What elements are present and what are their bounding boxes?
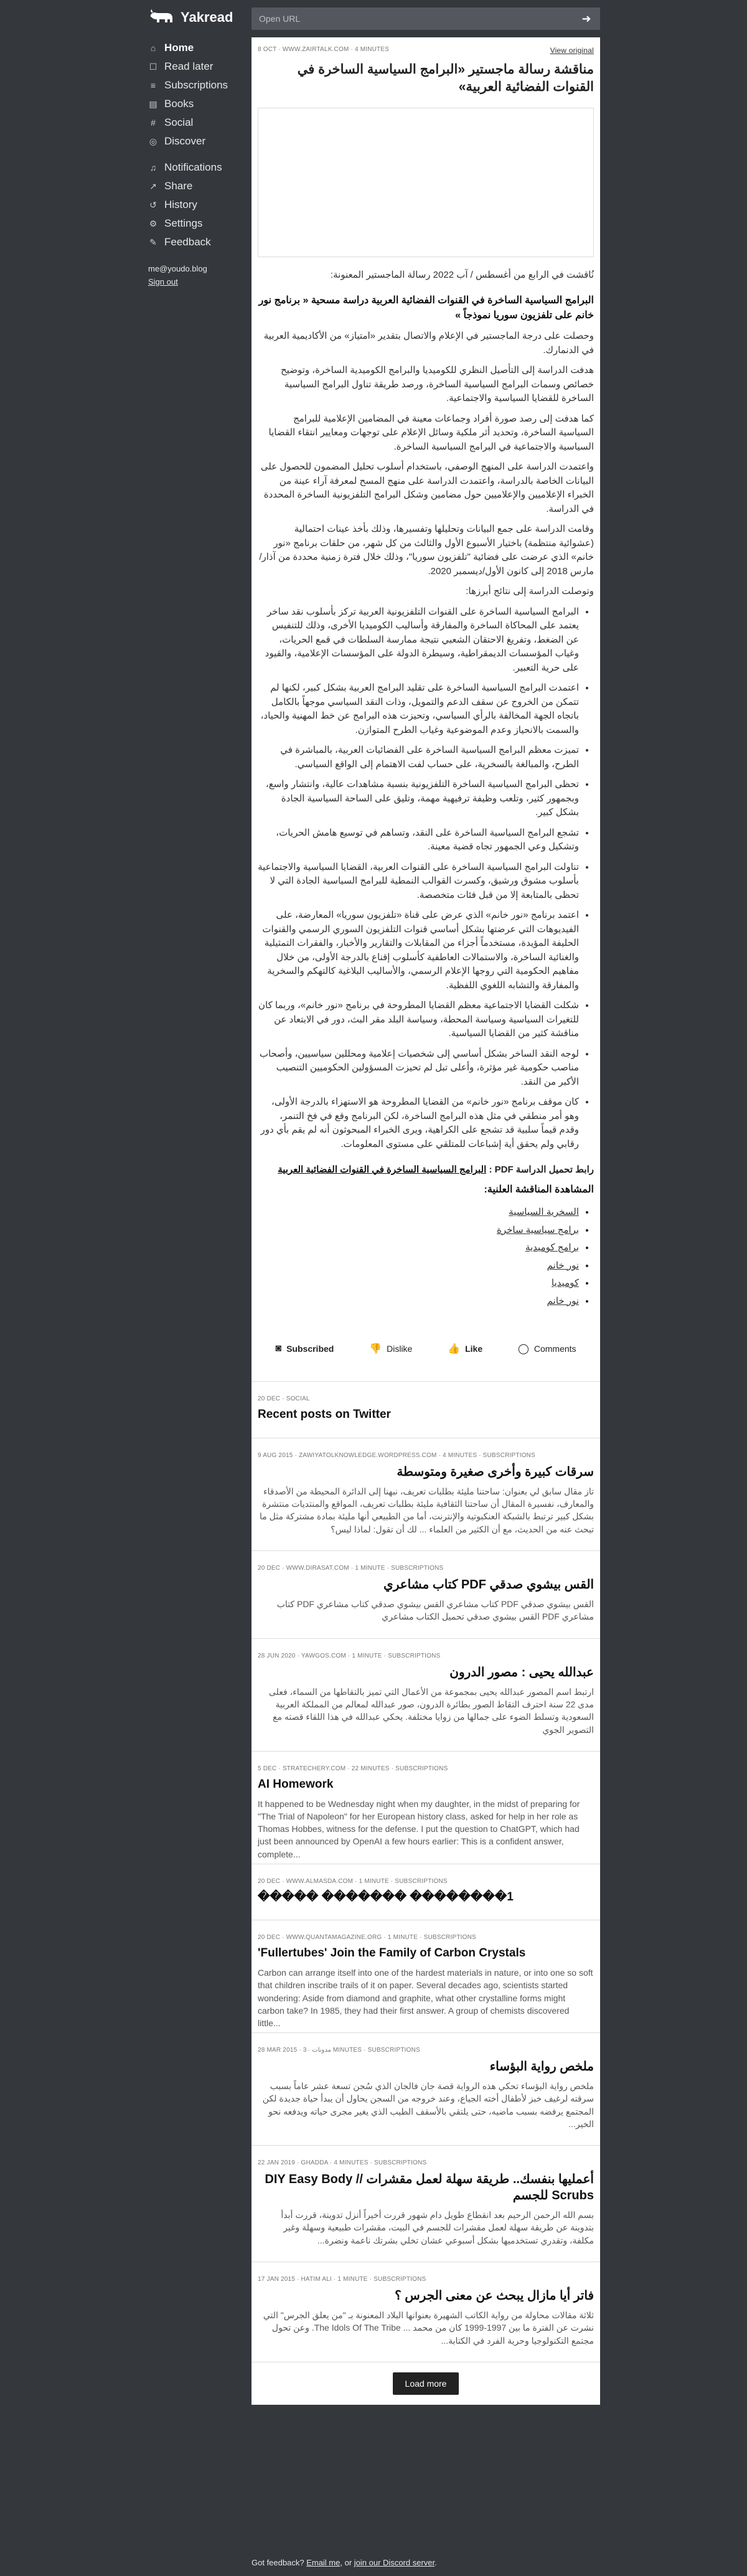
feed-card[interactable] (251, 2262, 600, 2362)
article-title: مناقشة رسالة ماجستير «البرامج السياسية الساخرة في القنوات الفضائية العربية» (297, 62, 594, 95)
tag-item (258, 1204, 579, 1222)
feed-excerpt: Carbon can arrange itself into one of the hardest materials in nature, or into one so soft that children inscribe trails of it on paper. Several decades ago, scientists started wondering: Aside from diamond and graphite, what other crystalline forms might carbon take? In 1985, they had their first answer. A group of chemists discovered little... (258, 1967, 593, 2029)
feed-title[interactable]: فاتر أيا مازال يبحث عن معنى الجرس ؟ (395, 2288, 594, 2303)
tag-link[interactable]: كوميديا (551, 1278, 579, 1289)
feed-card[interactable] (251, 1551, 600, 1639)
brand-name: Yakread (181, 9, 233, 25)
links-title: المشاهدة المناقشة العلنية: (484, 1184, 594, 1196)
feed-excerpt: ثلاثة مقالات محاولة من رواية الكاتب الشهيرة بعنوانها البلاد المعنونة بـ "من يعلق الجرس" التي نشرت عن الفترة ما بين 1997-1999 كان من محمد ... The Idols Of The Tribe. وعن تحول مجتمع التكنولوجيا وحرية الفرد في الكتابة... (263, 2309, 594, 2346)
arrow-right-icon: ➜ (581, 12, 591, 25)
tag-link[interactable]: نور خانم (547, 1260, 579, 1271)
main-column (251, 37, 600, 2405)
feed-card[interactable] (251, 2033, 600, 2146)
tags-list (258, 1204, 594, 1310)
feed-meta: 28 MAR 2015 · مدونات · 3 MINUTES · SUBSCRIPTIONS (258, 2046, 420, 2054)
article-card (251, 37, 600, 1382)
finding-item: • تميزت معظم البرامج السياسية الساخرة على الفضائيات العربية، بالمباشرة في الطرح، والمبالغة بالسخرية، على حساب لفت الاهتمام إلى الواقع السياسي. (258, 743, 579, 771)
finding-item: • لوجه النقد الساخر بشكل أساسي إلى شخصيات إعلامية ومحللين سياسيين، وأصحاب مناصب حكومية غير مؤثرة، وأعلى تبل لم تحيزت المسؤولين الحكوميين التنصيب الأكبر من النقد. (258, 1047, 579, 1090)
feed-meta: 5 DEC · STRATECHERY.COM · 22 MINUTES · SUBSCRIPTIONS (258, 1765, 448, 1772)
tag-item (258, 1239, 579, 1257)
article-paragraph: وحصلت على درجة الماجستير في الإعلام والاتصال بتقدير «امتياز» من الأكاديمية العربية في الدنمارك. (263, 331, 594, 356)
like-button[interactable] (448, 1342, 482, 1355)
finding-item: • البرامج السياسية الساخرة على القنوات التلفزيونية العربية تركز بأسلوب نقد ساخر يعتمد على المحاكاة الساخرة والمفارقة وأساليب الكوميديا الأخرى، وذلك للتنفيس عن الضغط، وتفريغ الاحتقان الشعبي نتيجة ممارسة السلطات في قمع الحريات، وغياب المؤسسات الديمقراطية، وسيطرة الدولة على المؤسسات الإعلامية، والقيود على حرية التعبير. (258, 605, 579, 676)
yakread-logo-icon (148, 9, 174, 26)
gear-icon: ⚙ (149, 218, 157, 229)
article-heading: البرامج السياسية الساخرة في القنوات الفضائية العربية دراسة مسحية « برنامج نور خانم على تلفزيون سوريا نموذجاً » (258, 295, 594, 321)
comment-icon: ◯ (517, 1344, 529, 1355)
load-more-button[interactable]: Load more (393, 2372, 459, 2395)
subscriptions-icon: ≡ (150, 80, 156, 90)
discover-icon: ◎ (149, 136, 157, 146)
feed-card[interactable] (251, 1864, 600, 1921)
comments-button[interactable] (518, 1342, 576, 1355)
finding-item: • تحظى البرامج السياسية الساخرة التلفزيونية بنسبة مشاهدات عالية، وانتشار واسع، وبجمهور كثير، وتلعب وظيفة ترفيهية مهمة، وتليق على الساحة السياسية الجادة بشكل كبير. (258, 778, 579, 820)
article-paragraph: كما هدفت إلى رصد صورة أفراد وجماعات معينة في المضامين الإعلامية للبرامج السياسية الساخرة، وتحديد أثر ملكية وسائل الإعلام على توجهات ومعايير انتقاء القضايا السياسية والاجتماعية في البرامج السياسية الساخرة. (268, 413, 594, 452)
findings-list (258, 605, 594, 1152)
tag-link[interactable]: برامج كوميدية (525, 1242, 579, 1253)
sidebar-item-label: Read later (164, 60, 214, 72)
finding-item: • اعتمد برنامج «نور خانم» الذي عرض على قناة «تلفزيون سوريا» المعارضة، على الفيديوهات التي عرضتها بشكل أساسي قنوات التلفزيون السوري الرسمي والقنوات الحليفة المؤيدة، مستخدماً أجزاء من المقابلات والتقارير والأخبار، والفقرات التمثيلية والغنائية الساخرة، والاستمالات العاطفية كأسلوب إقناع بالدرجة الأولى، من خلال مفاهيم الحكومية التي روجها الإعلام الرسمي، والأساليب البلاغية كالتهكم والسخرية والمفارقة والتشابه اللغوي اللفظية. (258, 908, 579, 993)
finding-item: • تشجع البرامج السياسية الساخرة على النقد، وتساهم في توسيع هامش الحريات، وتشكيل وعي الجمهور تجاه قضية معينة. (258, 826, 579, 854)
feed-title[interactable]: 'Fullertubes' Join the Family of Carbon Crystals (258, 1946, 526, 1960)
sidebar-item-label: History (164, 199, 197, 210)
sidebar-item-home[interactable] (148, 39, 248, 57)
tag-link[interactable]: السخرية السياسية (509, 1207, 579, 1218)
finding-item: • شكلت القضايا الاجتماعية معظم القضايا المطروحة في برنامج «نور خانم»، وربما كان للتغيرات السياسية وسياسة المحطة، وسياسة البلد مقر البث، دور في الابتعاد عن مناقشة كثير من القضايا السياسية. (258, 999, 579, 1041)
pdf-label: رابط تحميل الدراسة PDF : (489, 1164, 594, 1176)
feed-meta: 20 DEC · WWW.QUANTAMAGAZINE.ORG · 1 MINUTE · SUBSCRIPTIONS (258, 1934, 476, 1941)
subscribed-button[interactable] (275, 1343, 334, 1354)
sidebar-item-books[interactable] (148, 95, 248, 113)
brand[interactable] (148, 9, 248, 26)
dislike-button[interactable] (369, 1342, 412, 1355)
hash-icon: # (151, 118, 156, 128)
feed-title[interactable]: سرقات كبيرة وأخرى صغيرة ومتوسطة (397, 1465, 594, 1479)
footer-prefix: Got feedback? (251, 2558, 304, 2567)
feed-title[interactable]: AI Homework (258, 1777, 334, 1791)
like-label: Like (465, 1344, 483, 1354)
sidebar-item-label: Home (164, 42, 194, 54)
thumbs-up-icon: 👍 (448, 1344, 461, 1355)
url-input[interactable] (251, 7, 573, 30)
article-paragraph: وقامت الدراسة على جمع البيانات وتحليلها وتفسيرها، وذلك بأخذ عينات احتمالية (عشوائية منتظمة) باختيار الأسبوع الأول والثالث من كل شهر، من حلقات برنامج «نور خانم» الذي عرضت على فضائية "تلفزيون سوريا"، وذلك خلال فترة زمنية محددة من آذار/مارس 2018 إلى كانون الأول/ديسمبر 2020. (259, 524, 594, 577)
tag-item (258, 1257, 579, 1275)
sidebar-item-notifications[interactable] (148, 158, 248, 177)
feed-meta: 17 JAN 2015 · HATIM ALI · 1 MINUTE · SUBSCRIPTIONS (258, 2275, 426, 2283)
sidebar-item-label: Settings (164, 217, 203, 229)
sidebar (148, 9, 248, 286)
article-meta: 8 OCT · WWW.ZAIRTALK.COM · 4 MINUTES (258, 46, 390, 53)
bookmark-icon: ☐ (149, 61, 157, 72)
feed-card[interactable] (251, 1752, 600, 1864)
tag-item (258, 1293, 579, 1311)
feed-title[interactable]: عبدالله يحيى : مصور الدرون (449, 1665, 594, 1679)
sidebar-item-label: Notifications (164, 161, 222, 173)
feed-card[interactable] (251, 1920, 600, 2033)
article-actions (258, 1329, 594, 1369)
user-email: me@youdo.blog (148, 264, 207, 273)
sidebar-item-label: Subscriptions (164, 79, 228, 91)
feed-title[interactable]: Recent posts on Twitter (258, 1408, 391, 1422)
sign-out-link[interactable]: Sign out (148, 277, 178, 286)
tag-link[interactable]: نور خانم (547, 1295, 579, 1306)
article-paragraph: واعتمدت الدراسة على المنهج الوصفي، باستخدام أسلوب تحليل المضمون للحصول على البيانات الخاصة بالدراسة، واعتمدت الدراسة على منهج المسح لمعرفة آراء عينة من الخبراء الإعلاميين والإعلاميين حول مضامين وشكل البرامج التلفزيونية الساخرة المحددة في الدراسة. (260, 461, 594, 514)
open-url-button[interactable] (573, 7, 600, 30)
pdf-line (258, 1164, 594, 1175)
book-icon: ▤ (149, 98, 157, 109)
discord-link[interactable]: join our Discord server (354, 2558, 435, 2567)
feed-card[interactable] (251, 1639, 600, 1752)
feed-title[interactable]: القس بيشوي صدقي PDF كتاب مشاعري (383, 1578, 594, 1592)
email-me-link[interactable]: Email me (306, 2558, 341, 2567)
tag-item (258, 1222, 579, 1240)
feed-card[interactable] (251, 1438, 600, 1551)
sidebar-item-subscriptions[interactable] (148, 76, 248, 95)
finding-item: • اعتمدت البرامج السياسية الساخرة على تقليد البرامج العربية بشكل كبير، لكنها لم تتمكن من الخروج عن سقف الدعم والتمويل، وذات النقد السياسي موجهاً بالكامل باتجاه الجهة المخالفة بالرأي السياسي، وتحيزت هذه البرامج عن خط المهنية والحياد، والسمت بالانحياز وعدم الموضوعية وغياب الطرح المتوازن. (258, 681, 579, 737)
sidebar-item-label: Feedback (164, 236, 211, 248)
feed-meta: 20 DEC · WWW.ALMASDA.COM · 1 MINUTE · SUBSCRIPTIONS (258, 1877, 448, 1885)
thumbs-down-icon: 👎 (369, 1344, 382, 1355)
sidebar-item-discover[interactable] (148, 132, 248, 151)
sidebar-item-read-later[interactable] (148, 57, 248, 76)
feed-title[interactable]: أعمليها بنفسك.. طريقة سهلة لعمل مقشرات // DIY Easy Body Scrubs للجسم (265, 2173, 594, 2203)
tag-link[interactable]: برامج سياسية ساخرة (496, 1224, 579, 1235)
finding-item: • تناولت البرامج السياسية الساخرة على القنوات العربية، القضايا السياسية والاجتماعية بأسلوب مشوق ورشيق، وكسرت القوالب النمطية للبرامج السياسية الجادة التي لا تحظى بالمتابعة إلا من قبل فئات متخصصة. (258, 861, 579, 903)
dislike-label: Dislike (387, 1344, 413, 1354)
home-icon: ⌂ (150, 43, 156, 53)
feed-title[interactable]: ملخص رواية البؤساء (489, 2059, 594, 2074)
pdf-link[interactable]: البرامج السياسية الساخرة في القنوات الفضائية العربية (278, 1164, 487, 1176)
sidebar-item-label: Share (164, 180, 193, 192)
view-original-link[interactable]: View original (550, 46, 594, 55)
sidebar-item-history[interactable] (148, 196, 248, 214)
sidebar-item-social[interactable] (148, 113, 248, 132)
feed-card[interactable] (251, 2146, 600, 2262)
article-intro: نُاقشت في الرابع من أغسطس / آب 2022 رسالة الماجستير المعنونة: (330, 269, 594, 280)
footer-suffix: . (435, 2558, 437, 2567)
feedback-icon: ✎ (149, 237, 157, 247)
feed-excerpt: القس بيشوي صدقي PDF كتاب مشاعري القس بيشوي صدقي كتاب مشاعري PDF كتاب مشاعري PDF القس بيشوي صدقي تحميل الكتاب مشاعري (276, 1599, 594, 1622)
sidebar-item-label: Social (164, 116, 194, 128)
sidebar-item-label: Discover (164, 135, 206, 147)
article-paragraph: هدفت الدراسة إلى التأصيل النظري للكوميديا والبرامج الكوميدية الساخرة، وتوضيح خصائص وسمات البرامج السياسية الساخرة، ورصد طريقة تناول البرامج السياسية الساخرة للقضايا السياسية والاجتماعية. (281, 365, 594, 404)
feed-meta: 20 DEC · WWW.DIRASAT.COM · 1 MINUTE · SUBSCRIPTIONS (258, 1565, 444, 1572)
feed-meta: 28 JUN 2020 · YAWGOS.COM · 1 MINUTE · SUBSCRIPTIONS (258, 1652, 441, 1659)
finding-item: • كان موقف برنامج «نور خانم» من القضايا المطروحة هو الاستهزاء بالدرجة الأولى، وهو أمر منطقي في مثل هذه البرامج الساخرة، لكن البرنامج وقع في فخ التنمر، وقدم قيماً سلبية قد تشجع على الكراهية، ويرى الخبراء المبحوثون أنه لم يقم بأي دور رقابي ولم يحقق أية إشباعات للمتلقي على مستوى المعلومات. (258, 1095, 579, 1151)
sidebar-item-settings[interactable] (148, 214, 248, 233)
article-paragraph: وتوصلت الدراسة إلى نتائج أبرزها: (466, 586, 594, 597)
feed-card[interactable] (251, 1382, 600, 1438)
sidebar-item-feedback[interactable] (148, 233, 248, 252)
sidebar-item-share[interactable] (148, 177, 248, 196)
footer (251, 2558, 600, 2567)
comments-label: Comments (533, 1344, 576, 1354)
tag-item (258, 1275, 579, 1293)
feed-excerpt: ملخص رواية البؤساء تحكي هذه الرواية قصة جان فالجان الذي سُجن تسعة عشر عاماً بسبب سرقته لرغيف خبز لأطفال أخته الجياع، وعند خروجه من السجن يحاول أن يبدأ حياة جديدة لكن المجتمع يرفضه بسبب ماضيه، حتى يلتقي بالأسقف الطيب الذي يغير مجرى حياته ويدفعه نحو الخير... (262, 2080, 594, 2129)
feed-list (251, 1382, 600, 2362)
subscribed-label: Subscribed (286, 1344, 334, 1354)
rss-icon: ◙ (275, 1343, 282, 1354)
footer-or: , or (340, 2558, 352, 2567)
sidebar-item-label: Books (164, 98, 194, 110)
feed-excerpt: ارتبط اسم المصور عبدالله يحيى بمجموعة من الأعمال التي تميز بالتقاطها من السماء، فعلى مدى 22 سنة احترف التقاط الصور بطائرة الدرون، صور عبدالله لمعالم من المملكة العربية السعودية وتسلط الضوء على جمالها من زوايا مختلفة. يحكي عبدالله في هذا اللقاء قصته مع التصوير الجوي (269, 1686, 594, 1735)
feed-excerpt: بسم الله الرحمن الرحيم بعد انقطاع طويل دام شهور قررت أخيراً أنزل تدوينة، قررت أبدأ بتدوينة عن طريقة سهلة لعمل مقشرات للجسم في البيت، مقشرات طبيعية وسهلة وغير مكلفة، وتقدري تستخدميها بشكل أسبوعي عشان تخلي بشرتك ناعمة ونضرة... (281, 2210, 594, 2245)
url-bar (251, 7, 600, 30)
feed-meta: 22 JAN 2019 · GHADDA · 4 MINUTES · SUBSCRIPTIONS (258, 2159, 427, 2167)
bell-icon: ♫ (149, 163, 157, 172)
history-icon: ↺ (149, 199, 157, 210)
feed-meta: 20 DEC · SOCIAL (258, 1395, 310, 1403)
feed-meta: 9 AUG 2015 · ZAWIYATOLKNOWLEDGE.WORDPRESS.COM · 4 MINUTES · SUBSCRIPTIONS (258, 1451, 535, 1459)
article-image (258, 108, 594, 257)
share-icon: ↗ (149, 181, 157, 191)
feed-title[interactable]: ����� ������� ��������1 (258, 1890, 514, 1904)
feed-excerpt: It happened to be Wednesday night when my daughter, in the midst of preparing for "The Trial of Napoleon" for her European history class, asked for help in her role as Thomas Hobbes, witness for the defense. I put the question to ChatGPT, which had just been announced by OpenAI a few hours earlier: This is a confident answer, complete... (258, 1798, 580, 1859)
feed-excerpt: تاز مقال سابق لي بعنوان: ساحتنا مليئة بطلبات تعريف، نبهنا إلى الدائرة المحيطة من الأصدقاء والمعارف، نفسيرة المقال أن ساحتنا الثقافية مليئة بطلبات تعريف، المواقع والمنتديات منتشرة بشكل كبير ترتبط بالشبكة العنكبوتية والإنترنت، أما من الطبيعي أنها مليئة بمادة مشتركة مثل ما تبحث عنه من الحديث، مع أن الكثير من العلماء ... لك أن تقول: لماذا ليس؟ (260, 1486, 594, 1534)
